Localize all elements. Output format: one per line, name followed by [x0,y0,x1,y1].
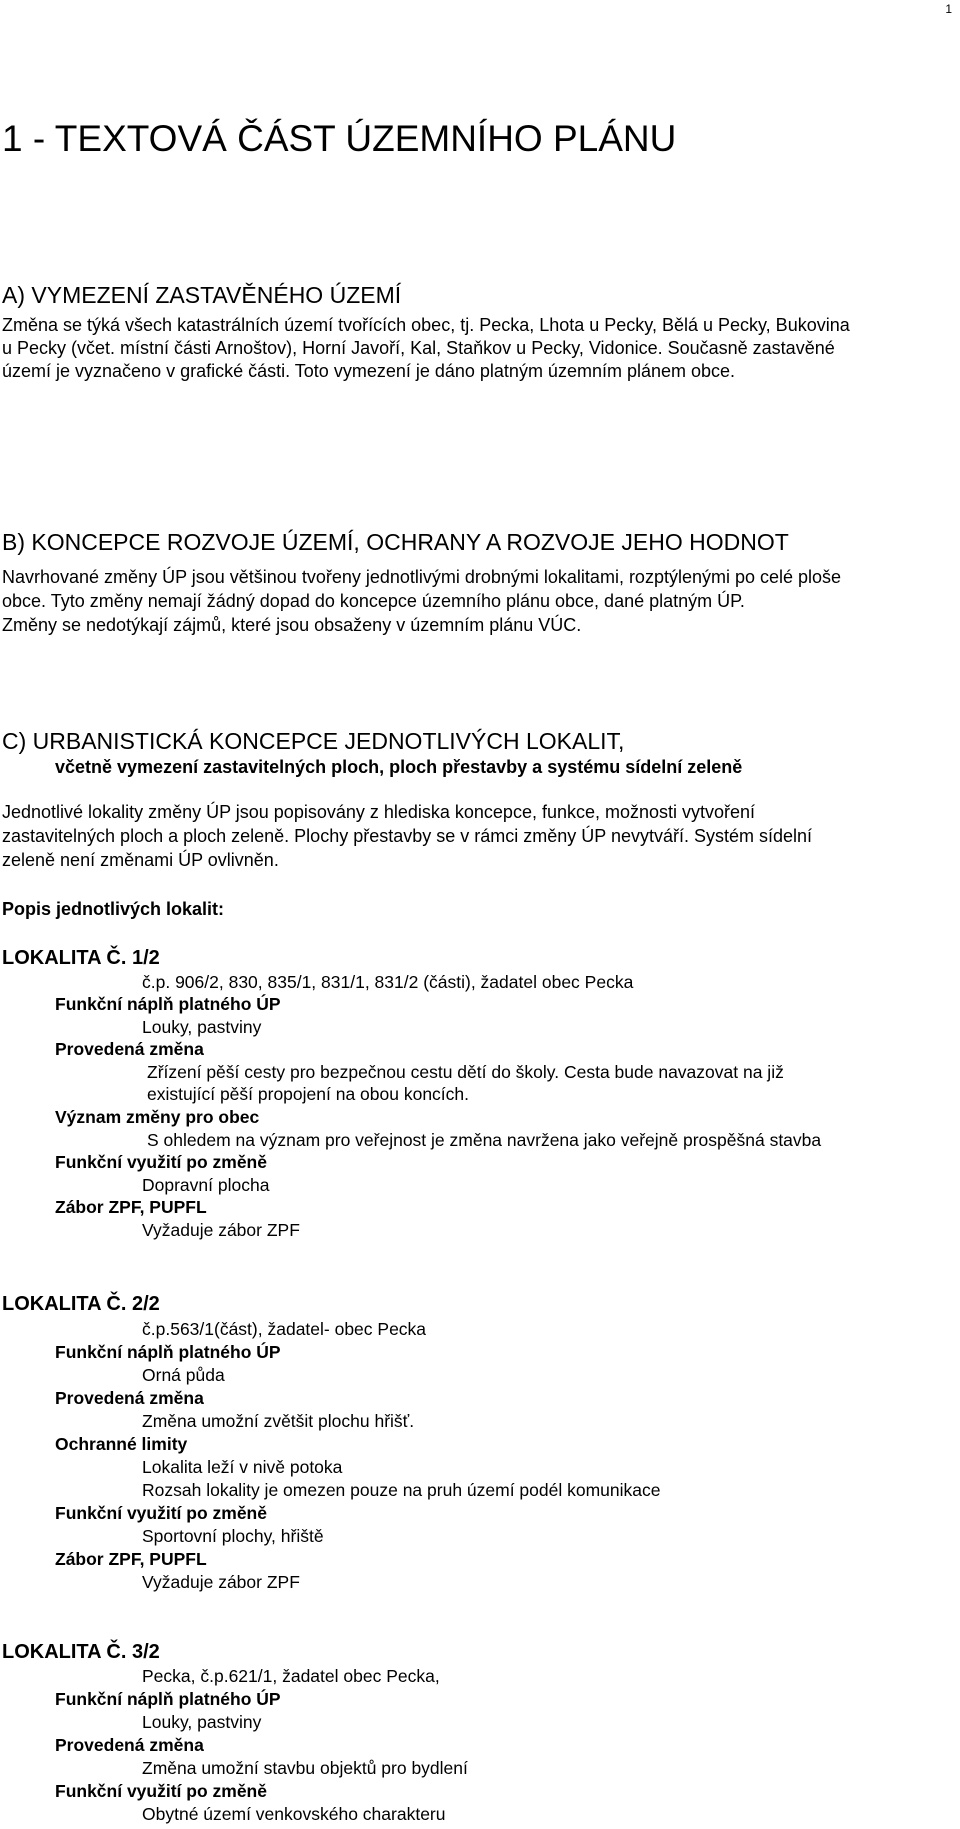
lokalita-3-parcel: Pecka, č.p.621/1, žadatel obec Pecka, [142,1666,440,1686]
section-c-line-1: Jednotlivé lokality změny ÚP jsou popisovány z hlediska koncepce, funkce, možnosti vytvoření [2,802,756,822]
lokalita-2-vyuziti: Sportovní plochy, hřiště [142,1526,324,1546]
section-c-line-3: zeleně není změnami ÚP ovlivněn. [2,850,279,870]
section-c-line-2: zastavitelných ploch a ploch zeleně. Plochy přestavby se v rámci změny ÚP nevytváří. Systém sídelní [2,826,813,846]
lokalita-2-parcel: č.p.563/1(část), žadatel- obec Pecka [142,1319,427,1339]
lokalita-3-zmena: Změna umožní stavbu objektů pro bydlení [142,1758,468,1778]
lokalita-3-title: LOKALITA Č. 3/2 [2,1641,160,1663]
lokalita-1-label-zmena: Provedená změna [55,1039,204,1059]
section-a-line-2: u Pecky (včet. místní části Arnoštov), Horní Javoří, Kal, Staňkov u Pecky, Vidonice. Současně zastavěné [2,338,835,358]
lokalita-1-zabor: Vyžaduje zábor ZPF [142,1220,300,1240]
lokalita-3-label-vyuziti: Funkční využití po změně [55,1781,267,1801]
lokalita-1-zmena-2: existující pěší propojení na obou koncích. [147,1084,470,1104]
document-title: 1 - TEXTOVÁ ČÁST ÚZEMNÍHO PLÁNU [2,118,677,159]
lokalita-2-napln: Orná půda [142,1365,225,1385]
lokalita-1-vyuziti: Dopravní plocha [142,1175,270,1195]
lokalita-1-zmena-1: Zřízení pěší cesty pro bezpečnou cestu dětí do školy. Cesta bude navazovat na již [147,1062,784,1082]
lokalita-1-vyznam: S ohledem na význam pro veřejnost je změna navržena jako veřejně prospěšná stavba [147,1130,822,1150]
section-a-line-1: Změna se týká všech katastrálních území tvořících obec, tj. Pecka, Lhota u Pecky, Bělá u Pecky, Bukovina [2,315,850,335]
lokalita-3-vyuziti: Obytné území venkovského charakteru [142,1804,446,1824]
section-b-line-2: obce. Tyto změny nemají žádný dopad do koncepce územního plánu obce, dané platným ÚP. [2,591,745,611]
lokalita-1-parcel: č.p. 906/2, 830, 835/1, 831/1, 831/2 (části), žadatel obec Pecka [142,972,634,992]
lokalita-2-zabor: Vyžaduje zábor ZPF [142,1572,300,1592]
lokalita-2-label-zabor: Zábor ZPF, PUPFL [55,1549,207,1569]
lokalita-2-zmena: Změna umožní zvětšit plochu hřišť. [142,1411,415,1431]
section-a-heading: A) VYMEZENÍ ZASTAVĚNÉHO ÚZEMÍ [2,282,402,308]
lokalita-2-label-napln: Funkční náplň platného ÚP [55,1342,281,1362]
lokalita-1-label-zabor: Zábor ZPF, PUPFL [55,1197,207,1217]
lokalita-1-label-vyznam: Význam změny pro obec [55,1107,260,1127]
section-a-line-3: území je vyznačeno v grafické části. Toto vymezení je dáno platným územním plánem obce. [2,361,736,381]
lokalita-1-title: LOKALITA Č. 1/2 [2,947,160,969]
section-c-heading: C) URBANISTICKÁ KONCEPCE JEDNOTLIVÝCH LOKALIT, [2,728,625,754]
section-c-subheading: včetně vymezení zastavitelných ploch, ploch přestavby a systému sídelní zeleně [55,757,743,777]
lokalita-3-label-napln: Funkční náplň platného ÚP [55,1689,281,1709]
lokalita-2-label-vyuziti: Funkční využití po změně [55,1503,267,1523]
page-number: 1 [945,2,952,16]
lokalita-2-label-limity: Ochranné limity [55,1434,188,1454]
lokalita-2-limity-1: Lokalita leží v nivě potoka [142,1457,343,1477]
popis-lokalit-label: Popis jednotlivých lokalit: [2,899,225,919]
lokalita-2-title: LOKALITA Č. 2/2 [2,1293,160,1315]
section-b-line-1: Navrhované změny ÚP jsou většinou tvořeny jednotlivými drobnými lokalitami, rozptýlenými po celé ploše [2,567,842,587]
section-b-line-3: Změny se nedotýkají zájmů, které jsou obsaženy v územním plánu VÚC. [2,615,582,635]
lokalita-3-napln: Louky, pastviny [142,1712,262,1732]
lokalita-1-napln: Louky, pastviny [142,1017,262,1037]
lokalita-1-label-napln: Funkční náplň platného ÚP [55,994,281,1014]
lokalita-2-label-zmena: Provedená změna [55,1388,204,1408]
lokalita-1-label-vyuziti: Funkční využití po změně [55,1152,267,1172]
lokalita-2-limity-2: Rozsah lokality je omezen pouze na pruh území podél komunikace [142,1480,661,1500]
section-b-heading: B) KONCEPCE ROZVOJE ÚZEMÍ, OCHRANY A ROZVOJE JEHO HODNOT [2,529,789,555]
lokalita-3-label-zmena: Provedená změna [55,1735,204,1755]
